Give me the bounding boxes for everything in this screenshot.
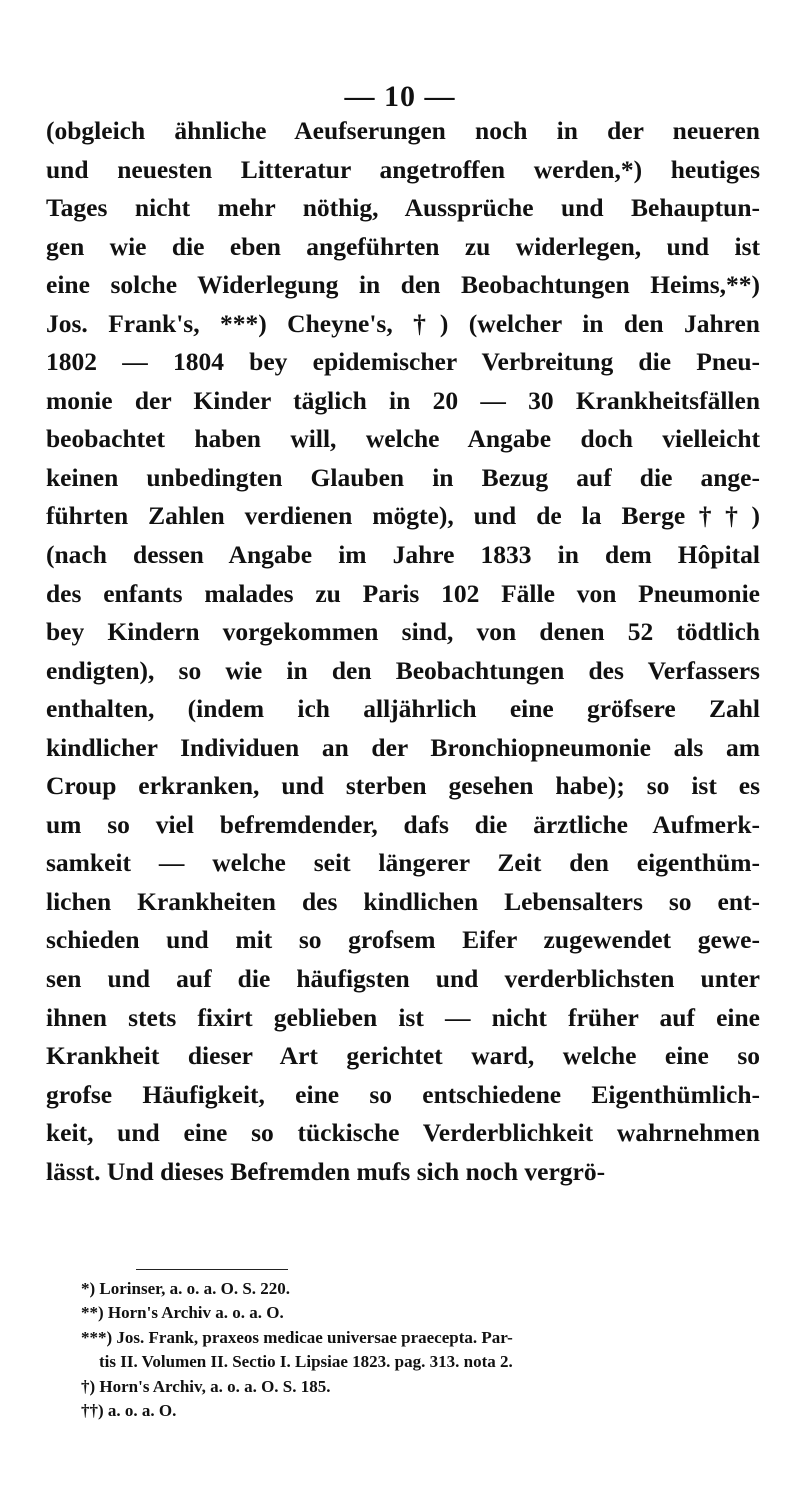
footnote: **) Horn's Archiv a. o. a. O. bbox=[81, 1303, 284, 1323]
text-line: lässt. Und dieses Befremden mufs sich noch vergrö- bbox=[46, 1156, 606, 1186]
text-line: (nach dessen Angabe im Jahre 1833 in dem Hôpital bbox=[46, 540, 760, 570]
footnote: *) Lorinser, a. o. a. O. S. 220. bbox=[81, 1279, 291, 1298]
footnote-divider bbox=[136, 1269, 288, 1270]
text-line: enthalten, (indem ich alljährlich eine gröfsere Zahl bbox=[46, 694, 760, 724]
text-line: monie der Kinder täglich in 20 — 30 Krankheitsfällen bbox=[46, 385, 760, 415]
text-line: bey Kindern vorgekommen sind, von denen 52 tödtlich bbox=[46, 617, 760, 647]
text-line: um so viel befremdender, dafs die ärztliche Aufmerk- bbox=[46, 809, 760, 839]
footnote: ††) a. o. a. O. bbox=[81, 1400, 177, 1420]
text-line: Croup erkranken, und sterben gesehen habe); so ist es bbox=[46, 771, 760, 801]
text-line: 1802 — 1804 bey epidemischer Verbreitung die Pneu- bbox=[46, 347, 760, 377]
text-line: (obgleich ähnliche Aeufserungen noch in der neueren bbox=[46, 116, 760, 145]
text-line: keinen unbedingten Glauben in Bezug auf die ange- bbox=[46, 462, 760, 492]
page-number: — 10 — bbox=[344, 80, 456, 113]
footnotes bbox=[81, 1277, 771, 1423]
footnote-continuation: tis II. Volumen II. Sectio I. Lipsiae 1823. pag. 313. nota 2. bbox=[99, 1352, 513, 1372]
text-line: sen und auf die häufigsten und verderblichsten unter bbox=[46, 964, 760, 994]
text-line: lichen Krankheiten des kindlichen Lebensalters so ent- bbox=[46, 886, 760, 916]
text-line: kindlicher Individuen an der Bronchiopneumonie als am bbox=[46, 732, 760, 762]
text-line: ihnen stets fixirt geblieben ist — nicht früher auf eine bbox=[46, 1002, 760, 1032]
main-text bbox=[46, 112, 760, 1191]
text-line: Krankheit dieser Art gerichtet ward, welche eine so bbox=[46, 1041, 760, 1071]
text-line: keit, und eine so tückische Verderblichkeit wahrnehmen bbox=[46, 1118, 760, 1148]
footnote: †) Horn's Archiv, a. o. a. O. S. 185. bbox=[81, 1376, 331, 1396]
text-line: gen wie die eben angeführten zu widerlegen, und ist bbox=[46, 231, 760, 261]
text-line: des enfants malades zu Paris 102 Fälle von Pneumonie bbox=[46, 578, 760, 608]
footnote: ***) Jos. Frank, praxeos medicae universae praecepta. Par- bbox=[81, 1327, 513, 1347]
text-line: führten Zahlen verdienen mögte), und de la Berge††) bbox=[46, 501, 760, 531]
text-line: beobachtet haben will, welche Angabe doch vielleicht bbox=[46, 424, 760, 454]
text-line: Jos. Frank's, ***) Cheyne's, †) (welcher in den Jahren bbox=[46, 308, 760, 338]
text-line: samkeit — welche seit längerer Zeit den eigenthüm- bbox=[46, 848, 760, 878]
text-line: endigten), so wie in den Beobachtungen des Verfassers bbox=[46, 655, 760, 685]
text-line: und neuesten Litteratur angetroffen werden,*) heutiges bbox=[46, 154, 760, 184]
text-line: schieden und mit so grofsem Eifer zugewendet gewe- bbox=[46, 925, 760, 955]
text-line: eine solche Widerlegung in den Beobachtungen Heims,**) bbox=[46, 270, 760, 300]
text-line: Tages nicht mehr nöthig, Aussprüche und Behauptun- bbox=[46, 193, 760, 223]
text-line: grofse Häufigkeit, eine so entschiedene Eigenthümlich- bbox=[46, 1079, 760, 1109]
